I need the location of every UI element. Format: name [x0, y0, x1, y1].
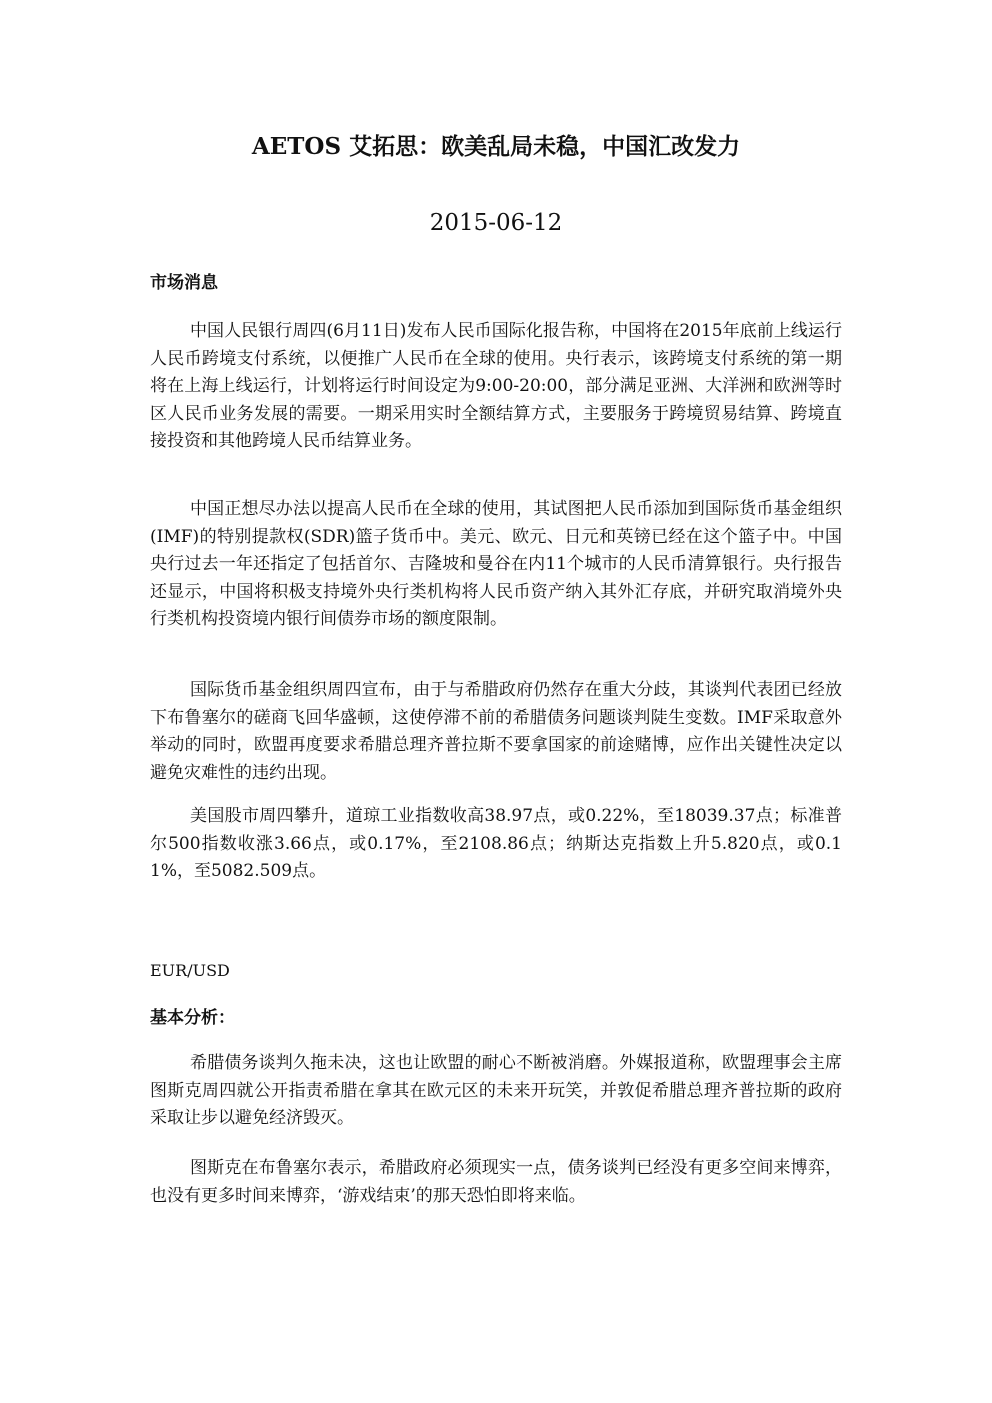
market-paragraph-1: 中国人民银行周四(6月11日)发布人民币国际化报告称，中国将在2015年底前上线运行人民币跨境支付系统，以便推广人民币在全球的使用。央行表示，该跨境支付系统的第一期将在上海上线运行，计划将运行时间设定为9:00-20:00，部分满足亚洲、大洋洲和欧洲等时区人民币业务发展的需要。一期采用实时全额结算方式，主要服务于跨境贸易结算、跨境直接投资和其他跨境人民币结算业务。	[150, 321, 842, 451]
document-date: 2015-06-12	[429, 210, 563, 236]
market-paragraph-2: 中国正想尽办法以提高人民币在全球的使用，其试图把人民币添加到国际货币基金组织(IMF)的特别提款权(SDR)篮子货币中。美元、欧元、日元和英镑已经在这个篮子中。中国央行过去一年还指定了包括首尔、吉隆坡和曼谷在内11个城市的人民币清算银行。央行报告还显示，中国将积极支持境外央行类机构将人民币资产纳入其外汇存底，并研究取消境外央行类机构投资境内银行间债券市场的额度限制。	[150, 499, 842, 629]
document-title: AETOS 艾拓思：欧美乱局未稳，中国汇改发力	[251, 133, 741, 160]
market-paragraph-3: 国际货币基金组织周四宣布，由于与希腊政府仍然存在重大分歧，其谈判代表团已经放下布鲁塞尔的磋商飞回华盛顿，这使停滞不前的希腊债务问题谈判陡生变数。IMF采取意外举动的同时，欧盟再度要求希腊总理齐普拉斯不要拿国家的前途赌博，应作出关键性决定以避免灾难性的违约出现。	[150, 680, 842, 783]
market-paragraph-4: 美国股市周四攀升，道琼工业指数收高38.97点，或0.22%，至18039.37点；标准普尔500指数收涨3.66点，或0.17%，至2108.86点；纳斯达克指数上升5.820点，或0.11%，至5082.509点。	[150, 806, 842, 881]
analysis-paragraph-2: 图斯克在布鲁塞尔表示，希腊政府必须现实一点，债务谈判已经没有更多空间来博弈，也没有更多时间来博弈，‘游戏结束’的那天恐怕即将来临。	[150, 1158, 842, 1206]
currency-pair-label: EUR/USD	[150, 961, 230, 980]
section-heading-analysis: 基本分析：	[150, 1008, 235, 1028]
section-heading-market: 市场消息	[150, 273, 218, 293]
analysis-paragraph-1: 希腊债务谈判久拖未决，这也让欧盟的耐心不断被消磨。外媒报道称，欧盟理事会主席图斯克周四就公开指责希腊在拿其在欧元区的未来开玩笑，并敦促希腊总理齐普拉斯的政府采取让步以避免经济毁灭。	[150, 1053, 842, 1128]
